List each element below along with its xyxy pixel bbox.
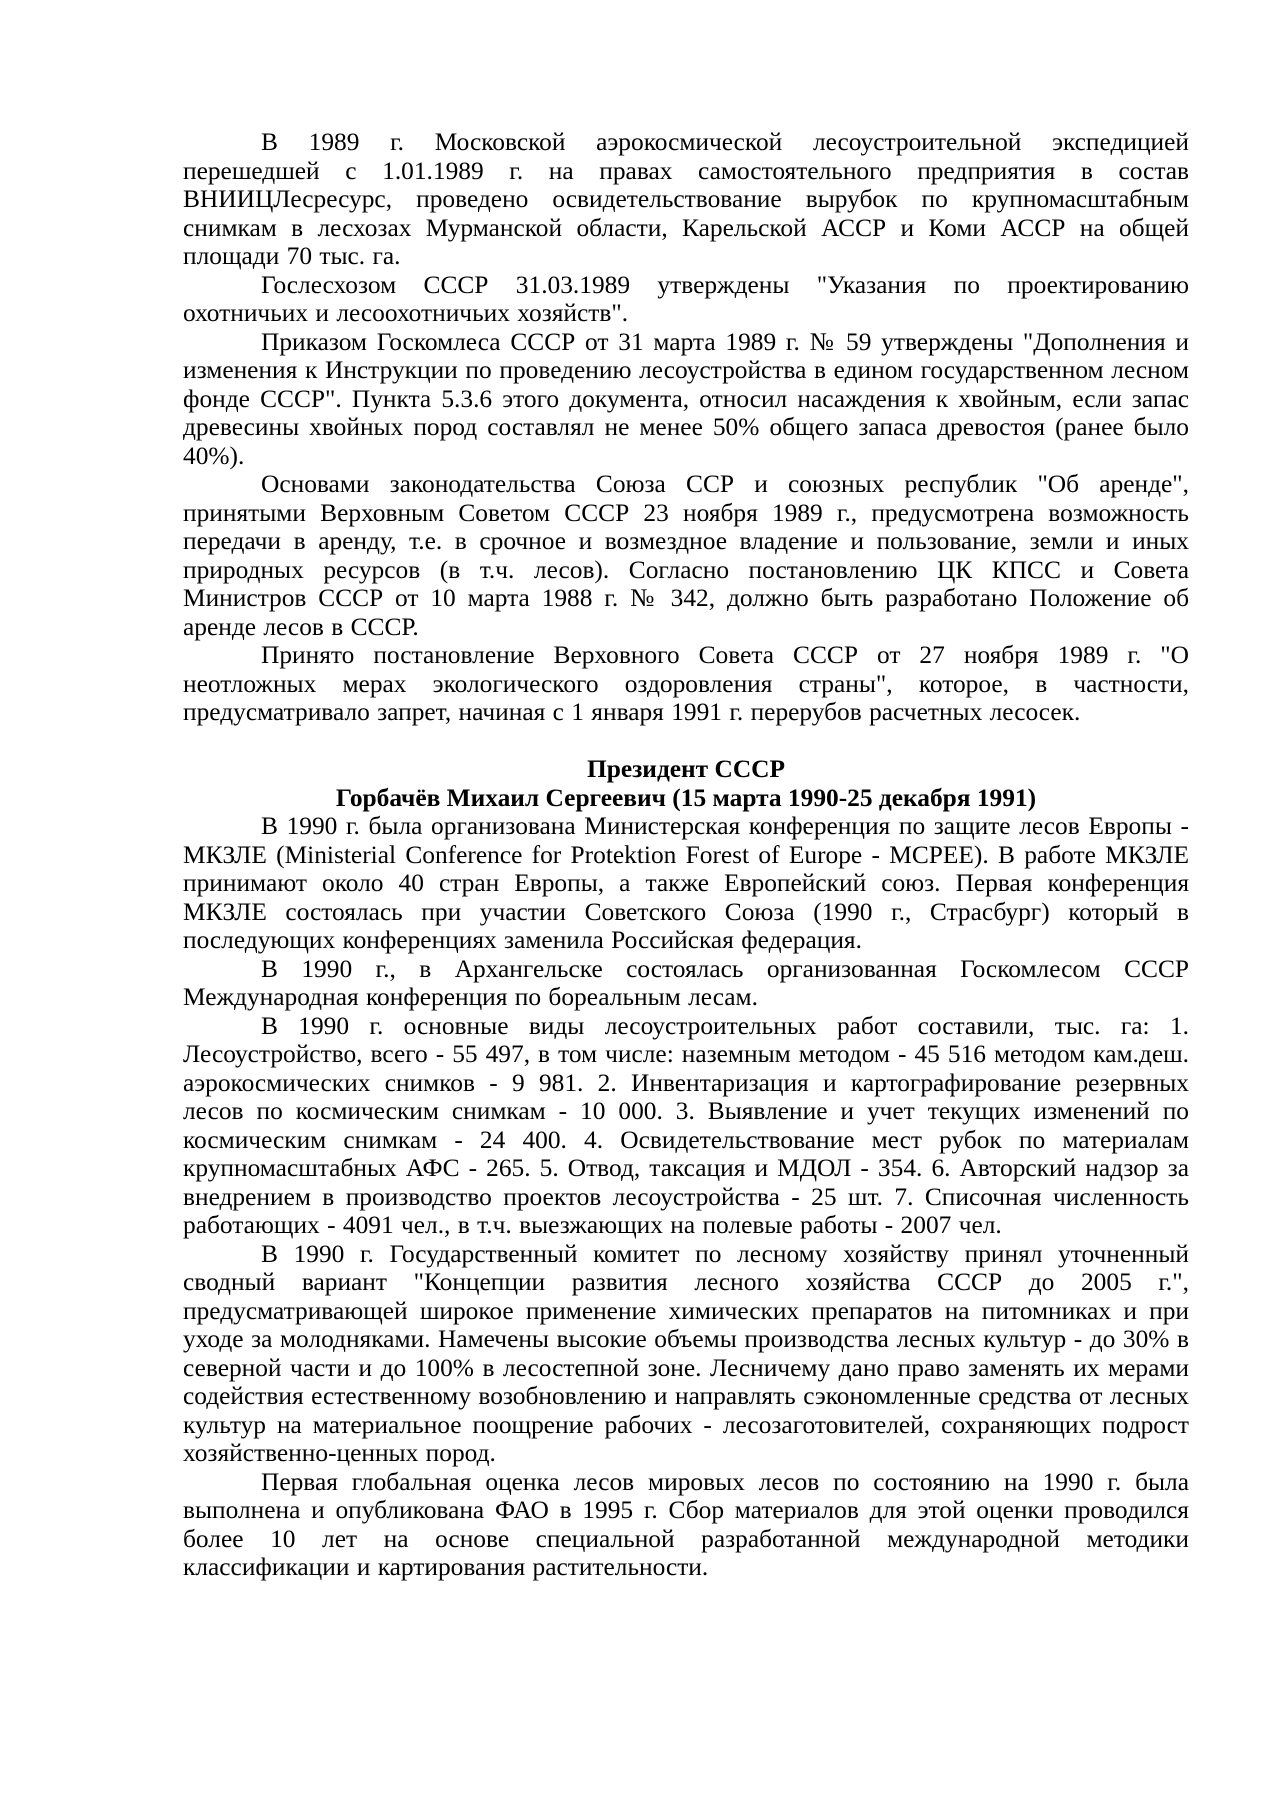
heading-president-sssr: Президент СССР: [586, 755, 786, 783]
paragraph-1989-expedition: В 1989 г. Московской аэрокосмической лесоустроительной экспедицией перешедшей с 1.01.1989 г. на правах самостоятельного предприятия в состав ВНИИЦЛесресурс, проведено освидетельствование вырубок по крупномасштабным снимкам в лесхозах Мурманской области, Карельской АССР и Коми АССР на общей площади 70 тыс. га.: [183, 128, 1189, 270]
paragraph-1990-works-statistics: В 1990 г. основные виды лесоустроительных работ составили, тыс. га: 1. Лесоустройство, всего - 55 497, в том числе: наземным методом - 45 516 методом кам.деш. аэрокосмических снимков - 9 981. 2. Инвентаризация и картографирование резервных лесов по космическим снимкам - 10 000. 3. Выявление и учет текущих изменений по космическим снимкам - 24 400. 4. Освидетельствование мест рубок по материалам крупномасштабных АФС - 265. 5. Отвод, таксация и МДОЛ - 354. 6. Авторский надзор за внедрением в производство проектов лесоустройства - 25 шт. 7. Списочная численность работающих - 4091 чел., в т.ч. выезжающих на полевые работы - 2007 чел.: [183, 1011, 1189, 1239]
paragraph-osnovy-arenda: Основами законодательства Союза ССР и союзных республик "Об аренде", принятыми Верховным Советом СССР 23 ноября 1989 г., предусмотрена возможность передачи в аренду, т.е. в срочное и возмездное владение и пользование, земли и иных природных ресурсов (в т.ч. лесов). Согласно постановлению ЦК КПСС и Совета Министров СССР от 10 марта 1988 г. № 342, должно быть разработано Положение об аренде лесов в СССР.: [183, 470, 1189, 641]
paragraph-arkhangelsk-conference: В 1990 г., в Архангельске состоялась организованная Госкомлесом СССР Международная конференция по бореальным лесам.: [183, 954, 1189, 1011]
document-content: [183, 128, 1189, 1582]
paragraph-postanovlenie-ecology: Принято постановление Верховного Совета СССР от 27 ноября 1989 г. "О неотложных мерах экологического оздоровления страны", которое, в частности, предусматривало запрет, начиная с 1 января 1991 г. перерубов расчетных лесосек.: [183, 641, 1189, 726]
paragraph-prikaz-59: Приказом Госкомлеса СССР от 31 марта 1989 г. № 59 утверждены "Дополнения и изменения к Инструкции по проведению лесоустройства в едином государственном лесном фонде СССР". Пункта 5.3.6 этого документа, относил насаждения к хвойным, если запас древесины хвойных пород составлял не менее 50% общего запаса древостоя (ранее было 40%).: [183, 327, 1189, 470]
paragraph-goslesxoz-ukazaniya: Гослесхозом СССР 31.03.1989 утверждены "Указания по проектированию охотничьих и лесоохотничьих хозяйств".: [183, 270, 1189, 327]
paragraph-mkzle-conference: В 1990 г. была организована Министерская конференция по защите лесов Европы - МКЗЛЕ (Ministerial Conference for Protektion Forest of Europe - MCPEE). В работе МКЗЛЕ принимают около 40 стран Европы, а также Европейский союз. Первая конференция МКЗЛЕ состоялась при участии Советского Союза (1990 г., Страсбург) который в последующих конференциях заменила Российская федерация.: [183, 812, 1189, 954]
paragraph-fao-assessment: Первая глобальная оценка лесов мировых лесов по состоянию на 1990 г. была выполнена и опубликована ФАО в 1995 г. Сбор материалов для этой оценки проводился более 10 лет на основе специальной разработанной международной методики классификации и картирования растительности.: [183, 1467, 1189, 1581]
heading-gorbachev: Горбачёв Михаил Сергеевич (15 марта 1990-25 декабря 1991): [335, 783, 1037, 812]
paragraph-koncepciya-2005: В 1990 г. Государственный комитет по лесному хозяйству принял уточненный сводный вариант "Концепции развития лесного хозяйства СССР до 2005 г.", предусматривающей широкое применение химических препаратов на питомниках и при уходе за молодняками. Намечены высокие объемы производства лесных культур - до 30% в северной части и до 100% в лесостепной зоне. Лесничему дано право заменять их мерами содействия естественному возобновлению и направлять сэкономленные средства от лесных культур на материальное поощрение рабочих - лесозаготовителей, сохраняющих подрост хозяйственно-ценных пород.: [183, 1239, 1189, 1467]
